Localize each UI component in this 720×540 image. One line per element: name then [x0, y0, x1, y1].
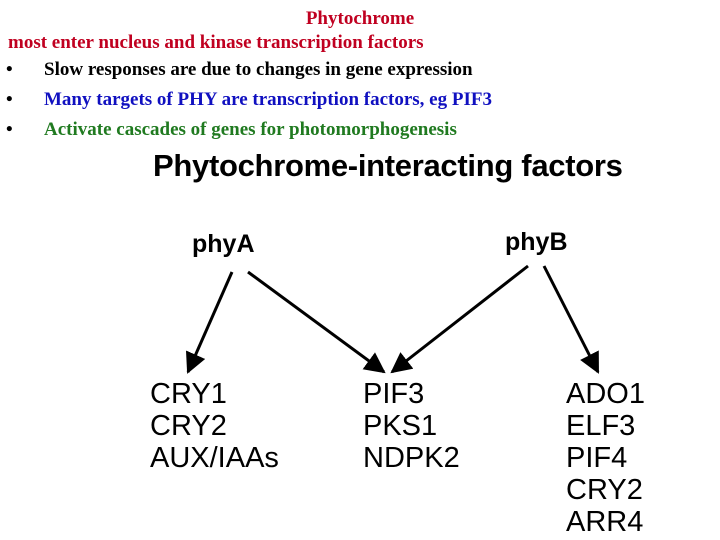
- target-label: PKS1: [363, 410, 438, 442]
- bullet-text: Activate cascades of genes for photomorphogenesis: [44, 119, 457, 140]
- arrow-phyB-to-center: [392, 266, 528, 372]
- bullet-text: Many targets of PHY are transcription factors, eg PIF3: [44, 89, 492, 110]
- target-group-center: [363, 378, 460, 474]
- node-phyA: phyA: [192, 230, 255, 258]
- bullet-marker: •: [6, 89, 13, 110]
- target-label: CRY1: [150, 378, 227, 410]
- figure-title: Phytochrome-interacting factors: [153, 148, 623, 183]
- target-group-right: [566, 378, 645, 538]
- arrow-phyB-to-right: [544, 266, 598, 372]
- target-label: NDPK2: [363, 442, 460, 474]
- node-phyB: phyB: [505, 228, 568, 256]
- target-label: ELF3: [566, 410, 636, 442]
- target-label: ADO1: [566, 378, 645, 410]
- target-label: PIF4: [566, 442, 628, 474]
- bullet-marker: •: [6, 119, 13, 140]
- arrow-phyA-to-left: [188, 272, 232, 372]
- target-label: AUX/IAAs: [150, 442, 279, 474]
- slide-title: Phytochrome: [305, 8, 415, 29]
- target-label: CRY2: [566, 474, 643, 506]
- slide-subtitle: most enter nucleus and kinase transcription factors: [8, 32, 424, 53]
- bullet-text: Slow responses are due to changes in gene expression: [44, 59, 473, 80]
- arrow-phyA-to-center: [248, 272, 384, 372]
- target-group-left: [150, 378, 279, 474]
- bullet-marker: •: [6, 59, 13, 80]
- target-label: PIF3: [363, 378, 425, 410]
- target-label: ARR4: [566, 506, 644, 538]
- target-label: CRY2: [150, 410, 227, 442]
